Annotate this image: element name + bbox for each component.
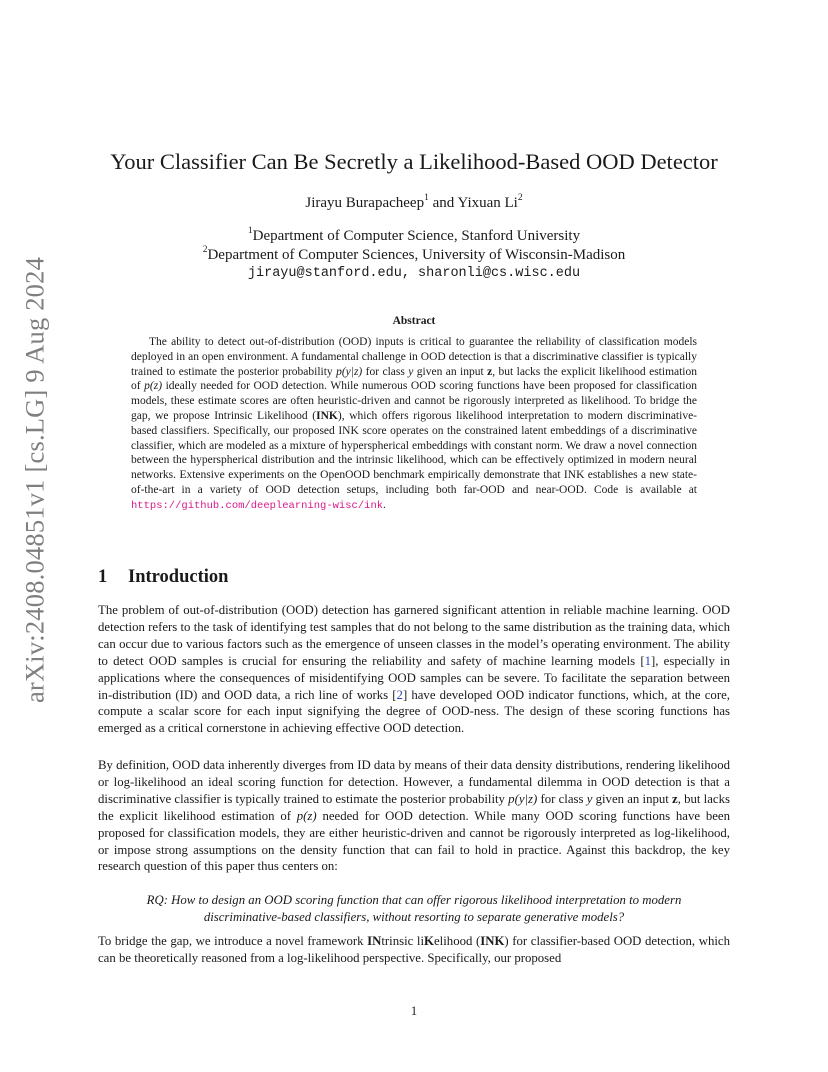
abstract-heading: Abstract	[392, 315, 436, 327]
affiliation-text: Department of Computer Sciences, University of Wisconsin-Madison	[207, 247, 626, 263]
math-expression: p(z)	[296, 808, 317, 823]
body-text: ], especially in applications where the consequences of misidentifying OOD samples can be severe. To facilitate the separation between in-distribution (ID) and OOD data, a rich line of works [	[98, 653, 730, 702]
body-text: ] have developed OOD indicator functions, which, at the core, compute a scalar score for each input signifying the degree of OOD-ness. The design of these scoring functions has emerged as a critical cornerstone in achieving effective OOD detection.	[98, 687, 730, 736]
affiliation-1	[98, 226, 730, 246]
code-repository-link[interactable]: https://github.com/deeplearning-wisc/ink	[131, 499, 384, 512]
body-text: The problem of out-of-distribution (OOD) detection has garnered significant attention in reliable machine learning. OOD detection refers to the task of identifying test samples that do not belong to the same distribution as the training data, which can occur due to various factors such as the emergence of unseen classes in the model’s operating environment. The ability to detect OOD samples is crucial for ensuring the reliability and safety of machine learning models [	[98, 603, 730, 668]
math-expression: y	[408, 365, 414, 378]
math-expression: p(y|z)	[508, 791, 538, 806]
intro-paragraph-1	[98, 602, 730, 737]
math-expression: z	[672, 791, 678, 806]
affiliation-text: Department of Computer Science, Stanford University	[252, 228, 581, 244]
research-question: RQ: How to design an OOD scoring function that can offer rigorous likelihood interpretation to modern discriminative-based classifiers, without resorting to separate generative models?	[146, 893, 682, 924]
math-expression: z	[487, 365, 493, 378]
body-text: for class	[537, 791, 587, 806]
author-name: Jirayu Burapacheep	[305, 195, 425, 211]
email-separator: ,	[401, 266, 419, 281]
email-address[interactable]: jirayu@stanford.edu	[247, 266, 402, 281]
method-acronym: INK	[480, 934, 505, 948]
section-number: 1	[98, 567, 108, 587]
math-expression: p(y|z)	[336, 365, 363, 378]
affiliation-2	[98, 245, 730, 265]
author-name: Yixuan Li	[457, 195, 518, 211]
method-acronym: INK	[316, 409, 338, 422]
affiliation-marker: 2	[202, 245, 208, 255]
abstract-text: , but lacks the explicit likelihood estimation of	[131, 365, 698, 393]
abstract-paragraph	[131, 335, 697, 514]
abstract-text: .	[383, 498, 386, 511]
body-text: elihood (	[434, 934, 481, 948]
body-text: given an input	[592, 791, 673, 806]
abstract-text: The ability to detect out-of-distribution (OOD) inputs is critical to guarantee the reliability of classification models deployed in an open environment. A fundamental challenge in OOD detection is that a discriminative classifier is typically trained to estimate the posterior probability	[131, 336, 697, 378]
email-address[interactable]: sharonli@cs.wisc.edu	[418, 266, 581, 281]
body-text: needed for OOD detection. While many OOD scoring functions have been proposed for classification models, they are either heuristic-driven and cannot be rigorously interpreted as log-likelihood, or impose strong assumptions on the density function that can fail to hold in practice. Against this backdrop, the key research question of this paper thus centers on:	[98, 808, 730, 874]
affiliation-marker: 2	[517, 193, 523, 203]
page-number: 1	[410, 1004, 418, 1018]
body-text: , but lacks the explicit likelihood estimation of	[98, 791, 730, 823]
author-separator: and	[428, 195, 458, 211]
abstract-text: given an input	[413, 365, 488, 378]
math-expression: y	[586, 791, 593, 806]
abstract-text: ), which offers rigorous likelihood interpretation to modern discriminative-based classifiers. Specifically, our proposed INK score operates on the constrained latent embeddings of a discriminative classifier, which are modeled as a mixture of hyperspherical embeddings with constant norm. We draw a novel connection between the hyperspherical distribution and the intrinsic likelihood, which can be effectively optimized in modern neural networks. Extensive experiments on the OpenOOD benchmark empirically demonstrate that INK establishes a new state-of-the-art in a variety of OOD detection setups, including both far-OOD and near-OOD. Code is available at	[131, 409, 697, 496]
arxiv-identifier-stamp: arXiv:2408.04851v1 [cs.LG] 9 Aug 2024	[19, 256, 50, 704]
citation-link[interactable]: 2	[396, 687, 403, 702]
body-text: To bridge the gap, we introduce a novel framework	[98, 934, 368, 948]
intro-paragraph-2	[98, 757, 730, 875]
abstract-body	[131, 335, 697, 514]
acronym-letters: IN	[367, 934, 382, 948]
affiliation-marker: 1	[247, 226, 253, 236]
author-line	[98, 193, 730, 213]
paper-title: Your Classifier Can Be Secretly a Likelihood-Based OOD Detector	[110, 149, 718, 174]
abstract-text: for class	[362, 365, 409, 378]
section-heading: Introduction	[128, 567, 229, 587]
citation-link[interactable]: 1	[644, 653, 652, 668]
body-text: By definition, OOD data inherently diverges from ID data by means of their data density distributions, rendering likelihood or log-likelihood an ideal scoring function for detection. However, a fundamental dilemma in OOD detection is that a discriminative classifier is typically trained to estimate the posterior probability	[98, 758, 731, 806]
abstract-text: ideally needed for OOD detection. While numerous OOD scoring functions have been proposed for classification models, these estimate scores are often heuristic-driven and cannot be rigorously interpreted as likelihood. To bridge the gap, we propose Intrinsic Likelihood (	[131, 380, 697, 422]
affiliation-marker: 1	[424, 193, 429, 203]
body-text: ) for classifier-based OOD detection, which can be theoretically reasoned from a log-likelihood perspective. Specifically, our proposed	[98, 934, 730, 965]
math-expression: p(z)	[144, 380, 163, 393]
intro-paragraph-3	[98, 933, 730, 967]
acronym-letters: K	[424, 934, 434, 948]
body-text: trinsic li	[381, 934, 425, 948]
author-emails	[98, 264, 730, 284]
